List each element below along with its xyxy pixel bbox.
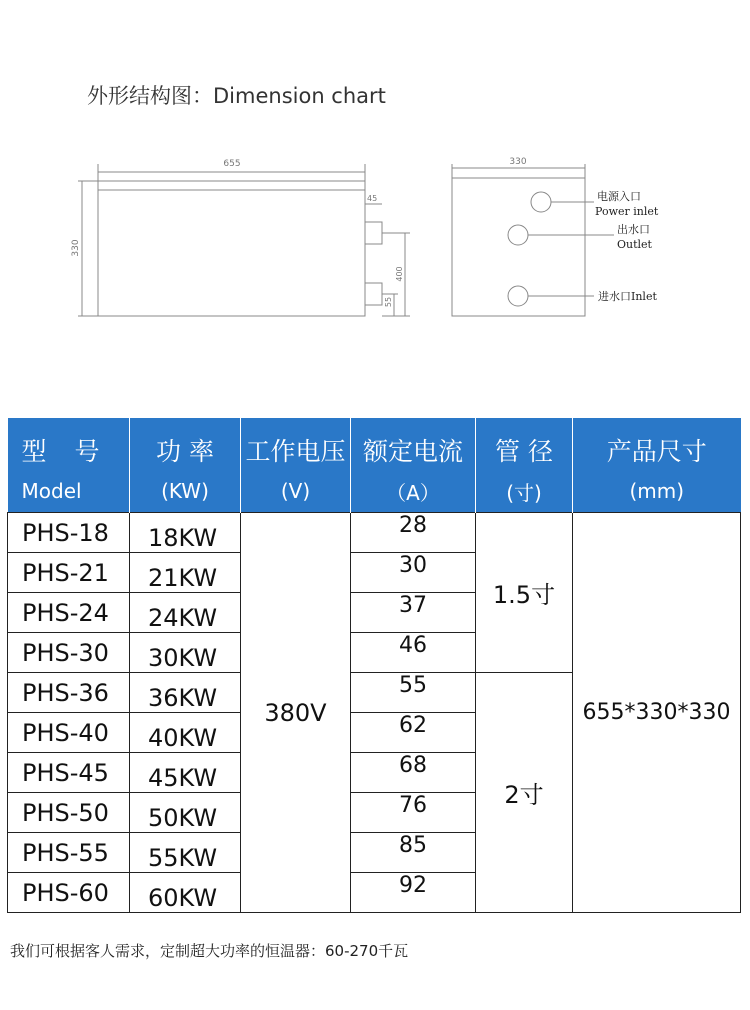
header-pipe-en: (寸) xyxy=(476,470,573,513)
model-cell: PHS-60 xyxy=(8,873,130,913)
front-view-body xyxy=(98,181,365,316)
power-inlet-circle xyxy=(531,192,551,212)
header-power-zh: 功 率 xyxy=(130,418,241,470)
model-cell: PHS-45 xyxy=(8,753,130,793)
outlet-zh: 出水口 xyxy=(617,223,650,236)
power-cell: 36KW xyxy=(130,673,241,713)
front-width-label: 655 xyxy=(223,159,241,169)
header-row-zh xyxy=(8,418,741,470)
size-cell: 655*330*330 xyxy=(573,513,741,913)
current-cell: 37 xyxy=(351,593,476,633)
header-current-en: （A） xyxy=(351,470,476,513)
power-cell: 40KW xyxy=(130,713,241,753)
lower-port xyxy=(365,283,382,305)
header-voltage-zh: 工作电压 xyxy=(241,418,351,470)
header-voltage-en: (V) xyxy=(241,470,351,513)
power-cell: 24KW xyxy=(130,593,241,633)
header-power-en: (KW) xyxy=(130,470,241,513)
model-cell: PHS-36 xyxy=(8,673,130,713)
power-inlet-zh: 电源入口 xyxy=(597,190,641,203)
current-cell: 28 xyxy=(351,513,476,553)
power-cell: 50KW xyxy=(130,793,241,833)
power-cell: 30KW xyxy=(130,633,241,673)
port-spacing-label: 400 xyxy=(395,266,404,282)
side-view-body xyxy=(452,178,585,316)
current-cell: 30 xyxy=(351,553,476,593)
current-cell: 68 xyxy=(351,753,476,793)
power-cell: 18KW xyxy=(130,513,241,553)
current-cell: 62 xyxy=(351,713,476,753)
side-width-label: 330 xyxy=(509,157,527,167)
inlet-label: 进水口Inlet xyxy=(598,290,657,303)
model-cell: PHS-40 xyxy=(8,713,130,753)
power-cell: 60KW xyxy=(130,873,241,913)
dimension-chart-title: 外形结构图：Dimension chart xyxy=(87,84,386,108)
header-model-zh: 型 号 xyxy=(8,418,130,470)
model-cell: PHS-24 xyxy=(8,593,130,633)
current-cell: 55 xyxy=(351,673,476,713)
header-current-zh: 额定电流 xyxy=(351,418,476,470)
header-pipe-zh: 管 径 xyxy=(476,418,573,470)
spec-table xyxy=(7,418,741,913)
table-row xyxy=(8,513,741,553)
outlet-circle xyxy=(508,225,528,245)
header-size-en: (mm) xyxy=(573,470,741,513)
current-cell: 46 xyxy=(351,633,476,673)
model-cell: PHS-21 xyxy=(8,553,130,593)
header-size-zh: 产品尺寸 xyxy=(573,418,741,470)
power-inlet-en: Power inlet xyxy=(595,205,659,218)
top-offset-label: 45 xyxy=(367,194,378,203)
bottom-offset-label: 55 xyxy=(384,296,393,308)
header-model-en: Model xyxy=(8,470,130,513)
header-row-en xyxy=(8,470,741,513)
current-cell: 85 xyxy=(351,833,476,873)
model-cell: PHS-18 xyxy=(8,513,130,553)
pipe-large-cell: 2寸 xyxy=(476,673,573,913)
power-cell: 21KW xyxy=(130,553,241,593)
model-cell: PHS-30 xyxy=(8,633,130,673)
front-height-label: 330 xyxy=(71,239,81,257)
power-cell: 45KW xyxy=(130,753,241,793)
pipe-small-cell: 1.5寸 xyxy=(476,513,573,673)
outlet-en: Outlet xyxy=(617,238,652,251)
upper-port xyxy=(365,222,382,244)
dimension-diagram xyxy=(0,0,750,360)
model-cell: PHS-50 xyxy=(8,793,130,833)
voltage-cell: 380V xyxy=(241,513,351,913)
current-cell: 92 xyxy=(351,873,476,913)
current-cell: 76 xyxy=(351,793,476,833)
customization-note: 我们可根据客人需求，定制超大功率的恒温器：60-270千瓦 xyxy=(10,942,409,960)
model-cell: PHS-55 xyxy=(8,833,130,873)
power-cell: 55KW xyxy=(130,833,241,873)
inlet-circle xyxy=(508,286,528,306)
